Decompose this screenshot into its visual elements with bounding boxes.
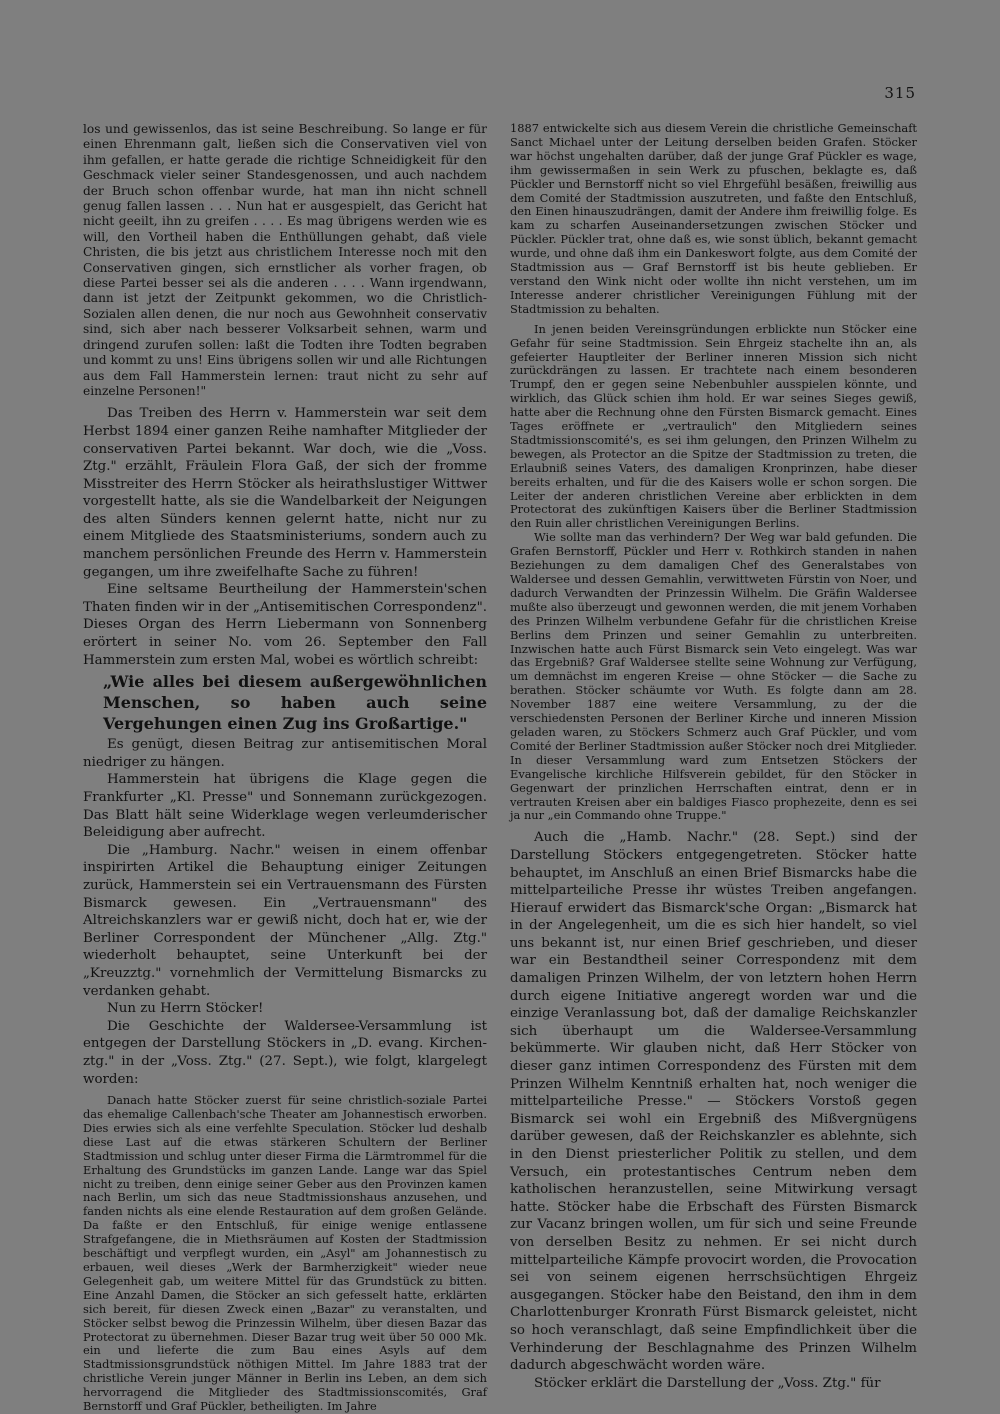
paragraph: 1887 entwickelte sich aus diesem Verein die christliche Gemeinschaft Sanct Michael unter der Leitung derselben beiden Grafen. Stöcker war höchst ungehalten darüber, daß der junge Graf Pückler es wage, ihm gewissermaßen in sein Werk zu pfuschen, beklagte es, daß Pückler und Bernstorff nicht so viel Ehrgefühl besäßen, freiwillig aus dem Comité der Stadtmission auszutreten, und faßte den Entschluß, den Einen hinauszudrängen, damit der Andere ihm freiwillig folge. Es kam zu scharfen Auseinandersetzungen zwischen Stöcker und Pückler. Pückler trat, ohne daß es, wie sonst üblich, bekannt gemacht wurde, und ohne daß ihm ein Dankeswort folgte, aus dem Comité der Stadtmission aus — Graf Bernstorff ist bis heute geblieben. Er verstand den Wink nicht oder wollte ihn nicht verstehen, um im Interesse anderer christlicher Vereinigungen Fühlung mit der Stadtmission zu behalten. <box>510 121 917 316</box>
paragraph: Die „Hamburg. Nachr." weisen in einem offenbar inspirirten Artikel die Behauptung einiger Zeitungen zurück, Hammerstein sei ein Vertrauensmann des Fürsten Bismarck gewesen. Ein „Vertrauensmann" des Altreichskanzlers war er gewiß nicht, doch hat er, wie der Berliner Correspondent der Münchener „Allg. Ztg." wiederholt behauptet, seine Unterkunft bei der „Kreuzztg." vornehmlich der Vermittelung Bismarcks zu verdanken gehabt. <box>83 842 487 999</box>
paragraph: Hammerstein hat übrigens die Klage gegen die Frankfurter „Kl. Presse" und Sonnemann zurückgezogen. Das Blatt hält seine Widerklage wegen verleumderischer Beleidigung aber aufrecht. <box>83 772 487 841</box>
right-column <box>510 122 917 1392</box>
paragraph: Das Treiben des Herrn v. Hammerstein war seit dem Herbst 1894 einer ganzen Reihe namhafter Mitglieder der conservativen Partei bekannt. War doch, wie die „Voss. Ztg." erzählt, Fräulein Flora Gaß, der sich der fromme Misstreiter des Herrn Stöcker als heirathslustiger Wittwer vorgestellt hatte, als sie die Wandelbarkeit der Neigungen des alten Sünders kennen gelernt hatte, nicht nur zu einem Mitgliede des Staatsministeriums, sondern auch zu manchem persönlichen Freunde des Herrn v. Hammerstein gegangen, um ihre zweifelhafte Sache zu führen! <box>83 406 487 580</box>
paragraph: los und gewissenlos, das ist seine Beschreibung. So lange er für einen Ehrenmann galt, ließen sich die Conservativen viel von ihm gefallen, er hatte gerade die richtige Schneidigkeit für den Geschmack vieler seiner Standesgenossen, und auch nachdem der Bruch schon offenbar wurde, hat man ihn nicht schnell genug fallen lassen . . . Nun hat er ausgespielt, das Gericht hat nicht geeilt, ihn zu greifen . . . . Es mag übrigens werden wie es will, den Vortheil haben die Enthüllungen gehabt, daß viele Christen, die bis jetzt aus christlichem Interesse noch mit den Conservativen gingen, sich ernstlicher als vorher fragen, ob diese Partei besser sei als die anderen . . . . Wann irgendwann, dann ist jetzt der Zeitpunkt gekommen, wo die Christlich-Sozialen allen denen, die nur noch aus Gewohnheit conservativ sind, sich aber nach besserer Volksarbeit sehnen, warm und dringend zurufen sollen: laßt die Todten ihre Todten begraben und kommt zu uns! Eins übrigens sollen wir und alle Richtungen aus dem Fall Hammerstein lernen: traut nicht zu sehr auf einzelne Personen!" <box>83 122 487 398</box>
paragraph: Wie sollte man das verhindern? Der Weg war bald gefunden. Die Grafen Bernstorff, Pückler und Herr v. Rothkirch standen in nahen Beziehungen zu dem damaligen Chef des Generalstabes von Waldersee und dessen Gemahlin, verwittweten Fürstin von Noer, und dadurch Verwandten der Prinzessin Wilhelm. Die Gräfin Waldersee mußte also überzeugt und gewonnen werden, die mit jenem Vorhaben des Prinzen Wilhelm verbundene Gefahr für die christlichen Kreise Berlins dem Prinzen und seiner Gemahlin zu unterbreiten. Inzwischen hatte auch Fürst Bismarck sein Veto eingelegt. Was war das Ergebniß? Graf Waldersee stellte seine Wohnung zur Verfügung, um demnächst im engeren Kreise — ohne Stöcker — die Sache zu berathen. Stöcker schäumte vor Wuth. Es folgte dann am 28. November 1887 eine weitere Versammlung, zu der die verschiedensten Personen der Berliner Kirche und inneren Mission geladen waren, zu Stöckers Schmerz auch Graf Pückler, und vom Comité der Berliner Stadtmission außer Stöcker noch drei Mitglieder. In dieser Versammlung ward zum Entsetzen Stöckers der Evangelische kirchliche Hilfsverein gebildet, für den Stöcker in Gegenwart der prinzlichen Herrschaften eintrat, denn er in vertrauten Kreisen aber ein baldiges Fiasco prophezeite, denn es sei ja nur „ein Commando ohne Truppe." <box>510 530 917 823</box>
paragraph: Nun zu Herrn Stöcker! <box>107 1001 264 1017</box>
paragraph: Die Geschichte der Waldersee-Versammlung ist entgegen der Darstellung Stöckers in „D. evang. Kirchen-ztg." in der „Voss. Ztg." (27. Sept.), wie folgt, klargelegt worden: <box>83 1018 487 1087</box>
page-number: 315 <box>884 84 916 102</box>
paragraph: Eine seltsame Beurtheilung der Hammerstein'schen Thaten finden wir in der „Antisemitischen Correspondenz". Dieses Organ des Herrn Liebermann von Sonnenberg erörtert in seiner No. vom 26. September den Fall Hammerstein zum ersten Mal, wobei es wörtlich schreibt: <box>83 582 487 668</box>
paragraph: Stöcker erklärt die Darstellung der „Voss. Ztg." für <box>534 1375 881 1391</box>
block-quote: „Wie alles bei diesem außergewöhnlichen Menschen, so haben auch seine Vergehungen einen Zug ins Großartige." <box>103 672 487 734</box>
paragraph: Auch die „Hamb. Nachr." (28. Sept.) sind der Darstellung Stöckers entgegengetreten. Stöcker hatte behauptet, im Anschluß an einen Brief Bismarcks habe die mittelparteiliche Presse ihr wüstes Treiben angefangen. Hierauf erwidert das Bismarck'sche Organ: „Bismarck hat in der Angelegenheit, um die es sich hier handelt, so viel uns bekannt ist, nur einen Brief geschrieben, und dieser war ein Bestandtheil seiner Correspondenz mit dem damaligen Prinzen Wilhelm, der von letztern hohen Herrn durch eigene Initiative angeregt worden war und die einzige Veranlassung bot, daß der damalige Reichskanzler sich überhaupt um die Waldersee-Versammlung bekümmerte. Wir glauben nicht, daß Herr Stöcker von dieser ganz intimen Correspondenz des Fürsten mit dem Prinzen Wilhelm Kenntniß erhalten hat, noch weniger die mittelparteiliche Presse." — Stöckers Vorstoß gegen Bismarck sei wohl ein Ergebniß des Mißvergnügens darüber gewesen, daß der Reichskanzler es ablehnte, sich in den Dienst priesterlicher Politik zu stellen, und dem Versuch, ein protestantisches Centrum neben dem katholischen heranzustellen, seine Mitwirkung versagt hatte. Stöcker habe die Erbschaft des Fürsten Bismarck zur Vacanz bringen wollen, um für sich und seine Freunde von derselben Besitz zu nehmen. Er sei nicht durch mittelparteiliche Kämpfe provocirt worden, die Provocation sei von seinem eigenen herrschsüchtigen Ehrgeiz ausgegangen. Stöcker habe den Beistand, den ihm in dem Charlottenburger Kronrath Fürst Bismarck geleistet, nicht so hoch veranschlagt, daß seine Empfindlichkeit über die Verhinderung der Beschlagnahme des Prinzen Wilhelm dadurch abgeschwächt worden wäre. <box>510 830 917 1374</box>
paragraph: In jenen beiden Vereinsgründungen erblickte nun Stöcker eine Gefahr für seine Stadtmission. Sein Ehrgeiz stachelte ihn an, als gefeierter Hauptleiter der Berliner inneren Mission sich nicht zurückdrängen zu lassen. Er trachtete nach einem besonderen Trumpf, den er gegen seine Nebenbuhler ausspielen könnte, und wirklich, das Glück schien ihm hold. Er war seines Sieges gewiß, hatte aber die Rechnung ohne den Fürsten Bismarck gemacht. Eines Tages eröffnete er „vertraulich" den Mitgliedern seines Stadtmissionscomité's, es sei ihm gelungen, den Prinzen Wilhelm zu bewegen, als Protector an die Spitze der Stadtmission zu treten, die Erlaubniß seines Vaters, des damaligen Kronprinzen, habe dieser bereits erhalten, und für die des Kaisers wolle er schon sorgen. Die Leiter der anderen christlichen Vereine aber erblickten in dem Protectorat des zukünftigen Kaisers über die Berliner Stadtmission den Ruin aller christlichen Vereinigungen Berlins. <box>510 321 917 531</box>
paragraph: Danach hatte Stöcker zuerst für seine christlich-soziale Partei das ehemalige Callenbach'sche Theater am Johannestisch erworben. Dies erwies sich als eine verfehlte Speculation. Stöcker lud deshalb diese Last auf die etwas stärkeren Schultern der Berliner Stadtmission und schlug unter dieser Firma die Lärmtrommel für die Erhaltung des Grundstücks im ganzen Lande. Lange war das Spiel nicht zu treiben, denn einige seiner Geber aus den Provinzen kamen nach Berlin, um sich das neue Stadtmissionshaus anzusehen, und fanden nichts als eine elende Restauration auf dem großen Gelände. Da faßte er den Entschluß, für einige wenige entlassene Strafgefangene, die in Miethsräumen auf Kosten der Stadtmission beschäftigt und verpflegt wurden, ein „Asyl" am Johannestisch zu erbauen, weil dieses „Werk der Barmherzigkeit" wieder neue Gelegenheit gab, um weitere Mittel für das Grundstück zu bitten. Eine Anzahl Damen, die Stöcker an sich gefesselt hatte, erklärten sich bereit, für diesen Zweck einen „Bazar" zu veranstalten, und Stöcker selbst bewog die Prinzessin Wilhelm, über diesen Bazar das Protectorat zu übernehmen. Dieser Bazar trug weit über 50 000 Mk. ein und lieferte die zum Bau eines Asyls auf dem Stadtmissionsgrundstück nöthigen Mittel. Im Jahre 1883 trat der christliche Verein junger Männer in Berlin ins Leben, an dem sich hervorragend die Mitglieder des Stadtmissionscomités, Graf Bernstorff und Graf Pückler, betheiligten. Im Jahre <box>83 1093 487 1414</box>
left-column <box>83 122 487 1414</box>
paragraph: Es genügt, diesen Beitrag zur antisemitischen Moral niedriger zu hängen. <box>83 737 487 770</box>
